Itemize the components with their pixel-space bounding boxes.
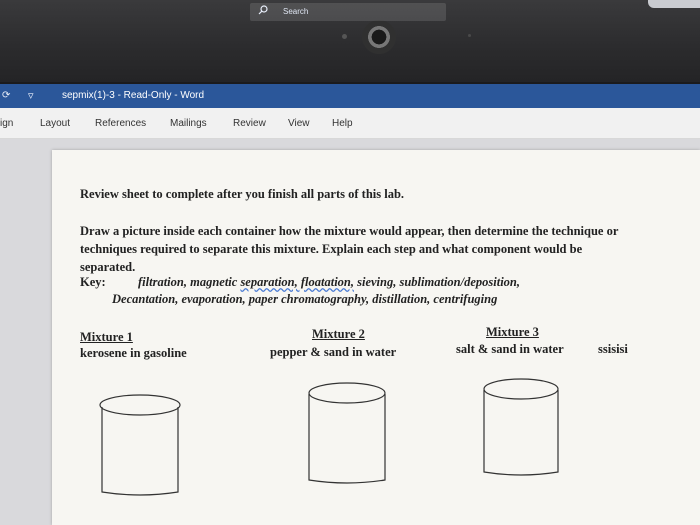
tab-help[interactable]: Help xyxy=(332,118,353,129)
tab-references[interactable]: References xyxy=(95,118,147,129)
camera-sensor-dot xyxy=(342,34,347,39)
key-label: Key: xyxy=(80,275,106,289)
webcam xyxy=(362,20,396,54)
mixture-1-description: kerosene in gasoline xyxy=(80,346,187,360)
title-bar xyxy=(0,84,700,108)
search-icon xyxy=(258,5,268,15)
key-techniques-line2: Decantation, evaporation, paper chromatography, distillation, centrifuging xyxy=(112,292,498,306)
instruction-heading: Review sheet to complete after you finish all parts of this lab. xyxy=(80,187,405,201)
customize-qat-arrow-icon[interactable]: ▿ xyxy=(28,90,34,102)
instruction-paragraph: Draw a picture inside each container how the mixture would appear, then determine the technique or techniques required to separate this mixture. Explain each step and what component would be separated. xyxy=(80,224,619,274)
tab-design[interactable]: ign xyxy=(0,118,14,129)
mixture-3-description: salt & sand in water xyxy=(456,342,564,356)
bezel-highlight xyxy=(648,0,700,8)
mixture-2-title: Mixture 2 xyxy=(312,327,365,341)
camera-light-dot xyxy=(468,34,471,37)
spellcheck-underlined-text: separation, floatation, xyxy=(240,275,354,289)
key-techniques-line1: filtration, magnetic separation, floatation, sieving, sublimation/deposition, xyxy=(138,275,520,289)
refresh-icon[interactable]: ⟳ xyxy=(2,90,11,101)
mixture-2-container xyxy=(304,380,390,490)
search-box[interactable] xyxy=(250,3,446,21)
mixture-3-title: Mixture 3 xyxy=(486,325,539,339)
mixture-2-description: pepper & sand in water xyxy=(270,345,397,359)
tab-review[interactable]: Review xyxy=(233,118,266,129)
mixture-3-container xyxy=(480,376,562,484)
tab-mailings[interactable]: Mailings xyxy=(170,118,207,129)
search-placeholder[interactable]: Search xyxy=(283,7,309,16)
mixture-1-container xyxy=(96,392,184,502)
extra-typed-text: ssisisi xyxy=(598,342,628,356)
tab-layout[interactable]: Layout xyxy=(40,118,71,129)
tab-view[interactable]: View xyxy=(288,118,310,129)
document-title: sepmix(1)-3 - Read-Only - Word xyxy=(62,90,205,101)
mixture-1-title: Mixture 1 xyxy=(80,330,133,344)
